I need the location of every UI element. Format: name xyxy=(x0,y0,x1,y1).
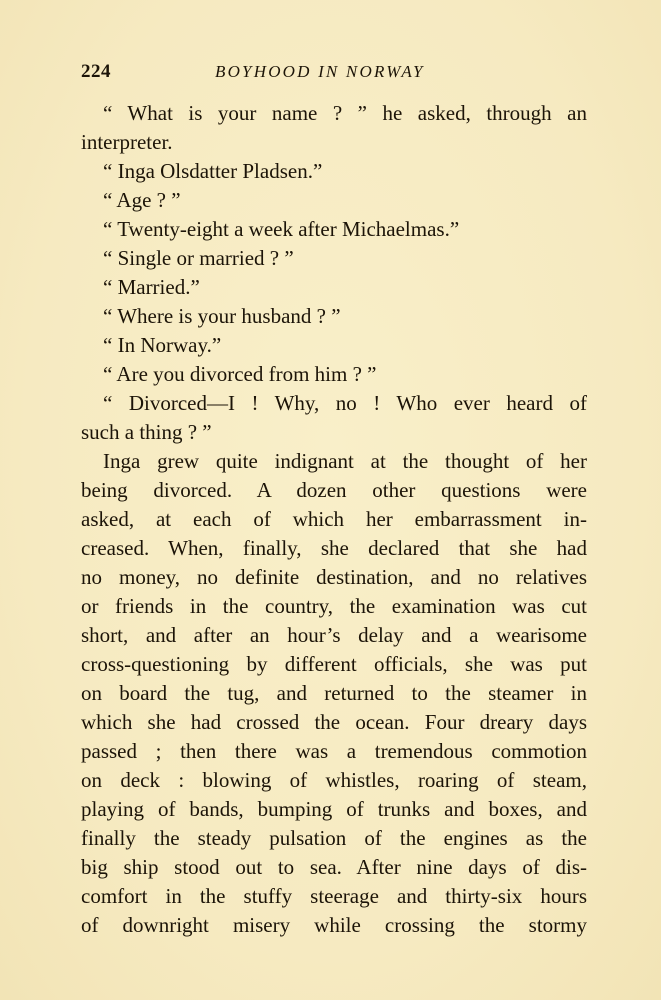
text-line: of downright misery while crossing the stormy xyxy=(81,913,587,937)
text-line: or friends in the country, the examination was cut xyxy=(81,594,587,618)
text-line: “ In Norway.” xyxy=(103,333,222,357)
text-line: such a thing ? ” xyxy=(81,420,212,444)
text-line: Inga grew quite indignant at the thought of her xyxy=(103,449,587,473)
text-line: creased. When, finally, she declared that she had xyxy=(81,536,587,560)
text-line: passed ; then there was a tremendous commotion xyxy=(81,739,587,763)
running-head xyxy=(81,61,587,85)
text-line: finally the steady pulsation of the engines as the xyxy=(81,826,587,850)
text-line: no money, no definite destination, and no relatives xyxy=(81,565,587,589)
text-line: big ship stood out to sea. After nine days of dis- xyxy=(81,855,587,879)
text-line: “ Twenty-eight a week after Michaelmas.” xyxy=(103,217,460,241)
text-line: asked, at each of which her embarrassment in- xyxy=(81,507,587,531)
text-line: “ Inga Olsdatter Pladsen.” xyxy=(103,159,323,183)
text-line: “ What is your name ? ” he asked, through an xyxy=(103,101,587,125)
text-line: “ Where is your husband ? ” xyxy=(103,304,341,328)
page-number: 224 xyxy=(81,61,111,82)
text-line: cross-questioning by different officials, she was put xyxy=(81,652,587,676)
text-line: “ Divorced—I ! Why, no ! Who ever heard of xyxy=(103,391,587,415)
text-line: “ Married.” xyxy=(103,275,200,299)
text-line: interpreter. xyxy=(81,130,173,154)
text-line: short, and after an hour’s delay and a wearisome xyxy=(81,623,587,647)
running-title: BOYHOOD IN NORWAY xyxy=(215,62,425,81)
text-line: playing of bands, bumping of trunks and boxes, and xyxy=(81,797,587,821)
text-line: comfort in the stuffy steerage and thirty-six hours xyxy=(81,884,587,908)
text-line: being divorced. A dozen other questions were xyxy=(81,478,587,502)
text-line: “ Single or married ? ” xyxy=(103,246,294,270)
text-line: on deck : blowing of whistles, roaring of steam, xyxy=(81,768,587,792)
text-line: “ Age ? ” xyxy=(103,188,181,212)
body-text xyxy=(81,99,587,940)
text-line: which she had crossed the ocean. Four dreary days xyxy=(81,710,587,734)
text-line: “ Are you divorced from him ? ” xyxy=(103,362,377,386)
text-line: on board the tug, and returned to the steamer in xyxy=(81,681,587,705)
